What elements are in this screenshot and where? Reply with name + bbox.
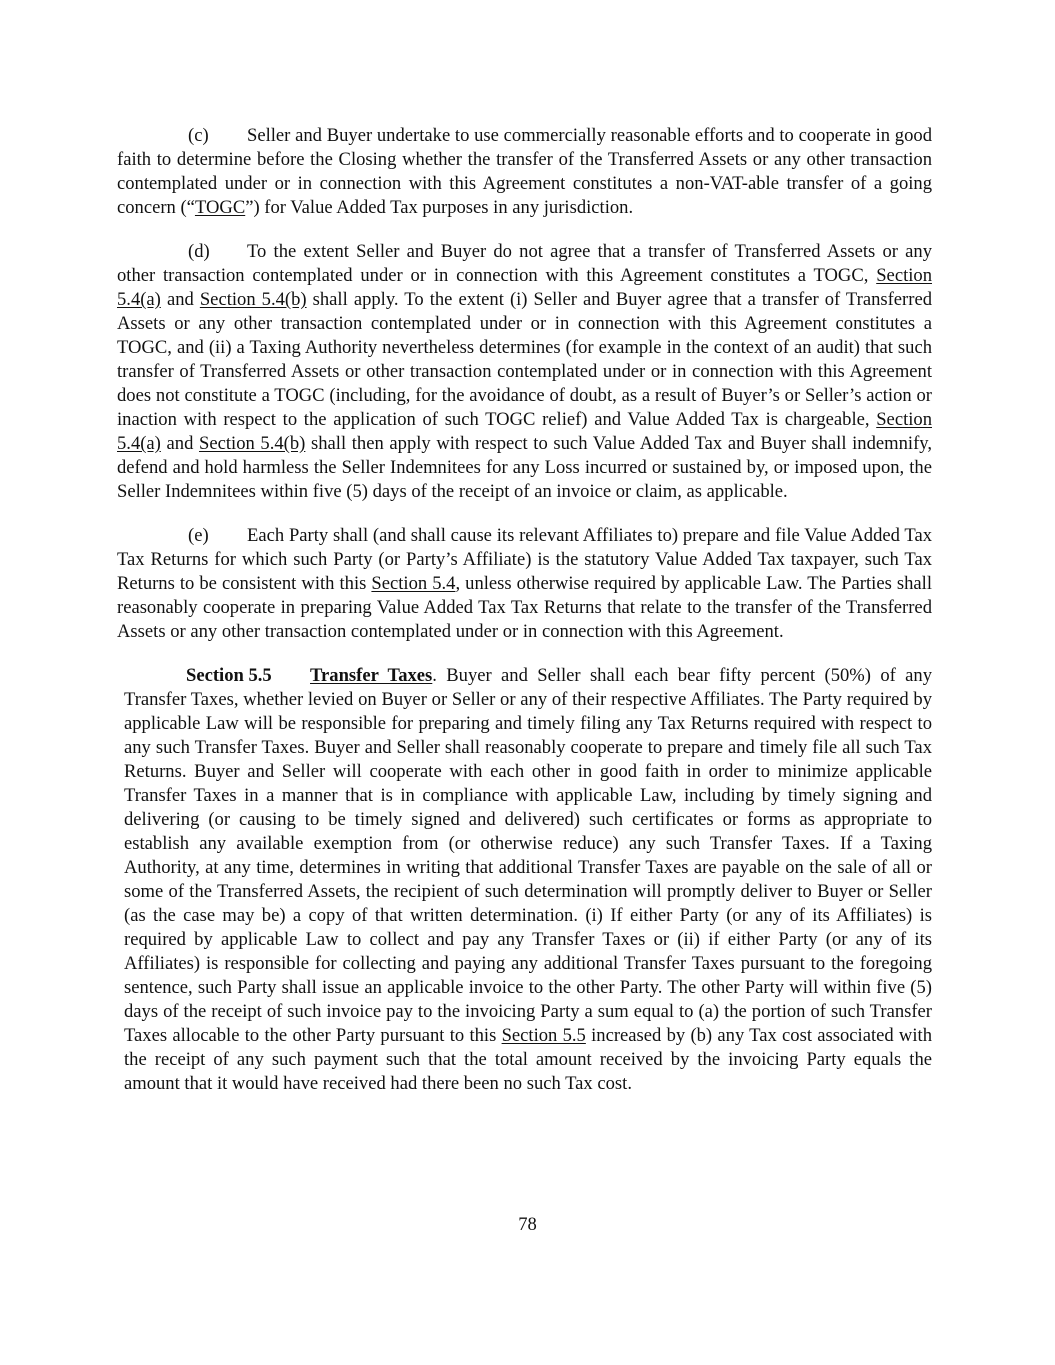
cross-reference-link[interactable]: Section 5.5: [501, 1025, 586, 1046]
paragraph-text: , unless otherwise required by applicable Law. The Parties shall reasonably cooperate in preparing Value Added Tax Tax Returns that relate to the transfer of the Transferred Assets or any other transaction contemplated under or in connection with this Agreement.: [117, 573, 932, 642]
cross-reference-link[interactable]: Section 5.4(b): [199, 289, 307, 310]
paragraph-text: and: [160, 289, 200, 310]
paragraph-text: ”) for Value Added Tax purposes in any jurisdiction.: [245, 197, 634, 218]
paragraph-label: (c): [188, 125, 209, 146]
paragraph-text: Each Party shall (and shall cause its relevant Affiliates to) prepare and file Value Added Tax Tax Returns for which such Party (or Party’s Affiliate) is the statutory Value Added Tax taxpayer, such Tax Returns to be consistent with this: [117, 525, 932, 594]
document-page: [117, 124, 932, 1096]
paragraph-text: shall then apply with respect to such Value Added Tax and Buyer shall indemnify, defend and hold harmless the Seller Indemnitees for any Loss incurred or sustained by, or imposed upon, the Seller Indemnitees within five (5) days of the receipt of an invoice or claim, as applicable.: [117, 433, 933, 502]
paragraph-text: Seller and Buyer undertake to use commercially reasonable efforts and to cooperate in good faith to determine before the Closing whether the transfer of the Transferred Assets or any other transaction contemplated under or in connection with this Agreement constitutes a non-VAT-able transfer of a going concern (“: [117, 125, 932, 218]
paragraph-label: (d): [188, 241, 210, 262]
cross-reference-link[interactable]: Section 5.4(b): [199, 433, 306, 454]
section-text: . Buyer and Seller shall each bear fifty percent (50%) of any Transfer Taxes, whether levied on Buyer or Seller or any of their respective Affiliates. The Party required by applicable Law will be responsible for preparing and timely filing any Tax Returns required with respect to any such Transfer Taxes. Buyer and Seller shall reasonably cooperate to prepare and timely file all such Tax Returns. Buyer and Seller will cooperate with each other in good faith in order to minimize applicable Transfer Taxes in a manner that is in compliance with applicable Law, including by timely signing and delivering (or causing to be timely signed and delivered) such certificates or forms as appropriate to establish any available exemption from (or otherwise reduce) any such Transfer Taxes. If a Taxing Authority, at any time, determines in writing that additional Transfer Taxes are payable on the sale of all or some of the Transferred Assets, the recipient of such determination will promptly deliver to Buyer or Seller (as the case may be) a copy of that written determination. (i) If either Party (or any of its Affiliates) is required by applicable Law to collect and pay any Transfer Taxes or (ii) if either Party (or any of its Affiliates) is responsible for collecting and paying any additional Transfer Taxes pursuant to the foregoing sentence, such Party shall issue an applicable invoice to the other Party. The other Party will within five (5) days of the receipt of such invoice pay to the invoicing Party a sum equal to (a) the portion of such Transfer Taxes allocable to the other Party pursuant to this: [124, 665, 932, 1046]
paragraph-c: [117, 124, 932, 220]
cross-reference-link[interactable]: Section 5.4(a): [117, 409, 932, 454]
cross-reference-link[interactable]: Section 5.4(a): [117, 265, 932, 310]
paragraph-text: To the extent Seller and Buyer do not agree that a transfer of Transferred Assets or any other transaction contemplated under or in connection with this Agreement constitutes a TOGC,: [117, 241, 932, 286]
page-number: 78: [518, 1214, 537, 1235]
paragraph-text: shall apply. To the extent (i) Seller and Buyer agree that a transfer of Transferred Assets or any other transaction contemplated under or in connection with this Agreement constitutes a TOGC, and (ii) a Taxing Authority nevertheless determines (for example in the context of an audit) that such transfer of Transferred Assets or other transaction contemplated under or in connection with this Agreement does not constitute a TOGC (including, for the avoidance of doubt, as a result of Buyer’s or Seller’s action or inaction with respect to the application of such TOGC relief) and Value Added Tax is chargeable,: [117, 289, 932, 430]
section-text: increased by (b) any Tax cost associated with the receipt of any such payment such that the total amount received by the invoicing Party equals the amount that it would have received had there been no such Tax cost.: [124, 1025, 932, 1094]
paragraph-d: [117, 240, 932, 504]
section-title: Transfer Taxes: [310, 665, 433, 686]
defined-term-togc: TOGC: [194, 197, 246, 218]
section-number: Section 5.5: [186, 665, 272, 686]
cross-reference-link[interactable]: Section 5.4: [371, 573, 456, 594]
section-5-5: [117, 664, 932, 1096]
paragraph-e: [117, 524, 932, 644]
paragraph-label: (e): [188, 525, 209, 546]
paragraph-text: and: [160, 433, 200, 454]
